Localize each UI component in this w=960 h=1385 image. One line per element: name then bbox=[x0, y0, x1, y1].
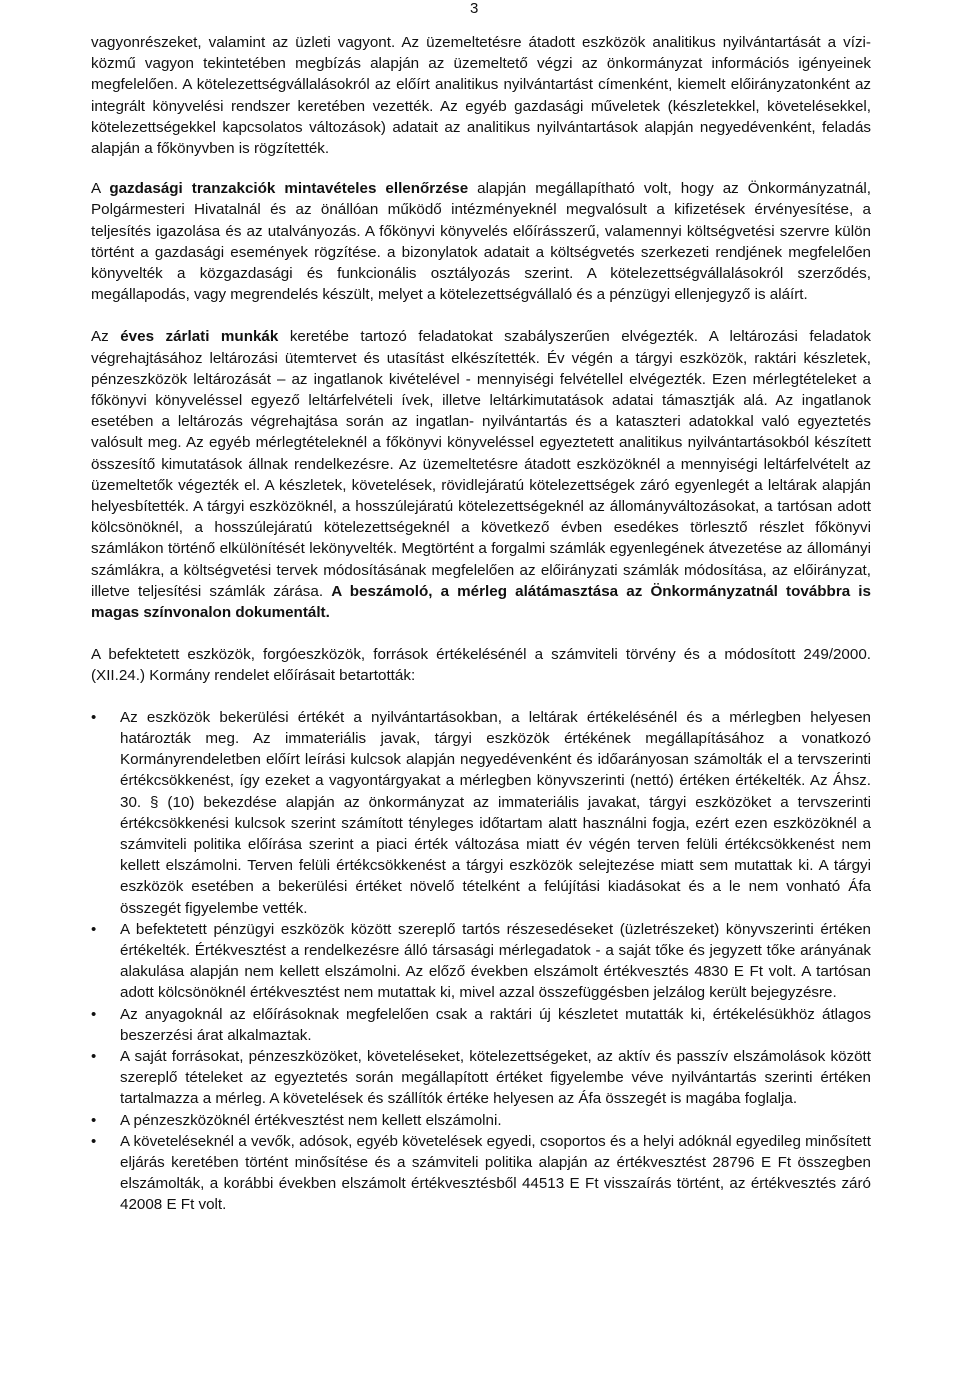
paragraph-valuation-intro: A befektetett eszközök, forgóeszközök, források értékelésénél a számviteli törvény és a módosított 249/2000. (XII.24.) Kormány rendelet előírásait betartották: bbox=[91, 646, 871, 685]
paragraph-analytics: vagyonrészeket, valamint az üzleti vagyont. Az üzemeltetésre átadott eszközök analitikus nyilvántartását a vízi-közmű vagyon tekintetében megbízás alapján az üzemeltető végzi az önkormányzat információs igényeinek megfelelően. A kötelezettségvállalásokról az előírt analitikus nyilvántartást címenként, kiemelt előirányzatonként az integrált könyvelési rendszer keretében vezették. Az egyéb gazdasági műveletek (készletekkel, követelésekkel, kötelezettségekkel kapcsolatos változások) adatait az analitikus nyilvántartások alapján negyedévenként, feladás alapján a főkönyvben is rögzítették. bbox=[91, 34, 871, 158]
list-item-text: Az eszközök bekerülési értékét a nyilvántartásokban, a leltárak értékelésénél és a mérlegben helyesen határozták meg. Az immateriális javak, tárgyi eszközök értékének megállapításához a vonatkozó Kormányrendeletben előírt leírási kulcsok alapján negyedévenként és időarányosan számolták el a tervszerinti értékcsökkenést, így ezeket a vagyontárgyakat a mérlegben könyvszerinti (nettó) értéken értékelték. Az Áhsz. 30. § (10) bekezdése alapján az önkormányzat az immateriális javakat, tárgyi eszközöket a tervszerinti értékcsökkenési kulcsok szerint számított tényleges időtartam alatt használni fogja, ezért ezen eszközöknél a számviteli politika előírása szerint a piaci érték változása miatt év végén terven felüli értékcsökkenést nem kellett elszámolni. Terven felüli értékcsökkenést a tárgyi eszközök selejtezése miatt sem mutattak ki. A tárgyi eszközök esetében a bekerülési értéket növelő tételként a felújítási kiadásokat és a le nem vonható Áfa összegét figyelembe vették. bbox=[120, 708, 871, 917]
paragraph-transaction-control bbox=[91, 178, 871, 305]
bullet-icon: • bbox=[91, 920, 97, 938]
list-item bbox=[91, 1046, 871, 1110]
document-body bbox=[91, 32, 871, 1216]
paragraph-year-end-closing bbox=[91, 326, 871, 623]
bullet-icon: • bbox=[91, 1111, 97, 1129]
p2-lead: A bbox=[91, 180, 110, 198]
list-item-text: Az anyagoknál az előírásoknak megfelelően csak a raktári új készletet mutatták ki, értékelésükhöz átlagos beszerzési árat alkalmaztak. bbox=[120, 1005, 871, 1044]
p3-rest: keretébe tartozó feladatokat szabályszerűen elvégezték. A leltározási feladatok végrehajtásához leltározási ütemtervet és utasítást elkészítették. Év végén a tárgyi eszközök, raktári készletek, pénzeszközök leltározását – az ingatlanok kivételével - mennyiségi felvétellel elvégezték. Ezen mérlegtételeket a főkönyvi könyveléssel egyező leltárfelvételi ívek, illetve leltárkimutatások adatai támasztják alá. Az ingatlanok esetében a leltározás végrehajtása során az ingatlan- nyilvántartás és a kataszteri adatokkal való egyeztetés valósult meg. Az egyéb mérlegtételeknél a főkönyvi könyveléssel egyeztetett analitikus nyilvántartásokból készített összesítő kimutatások állnak rendelkezésre. Az üzemeltetésre átadott eszközöknél a mennyiségi leltárfelvételt az üzemeltetők végezték el. A készletek, követelések, rövidlejáratú kötelezettségek záró egyenlegét a leltárak alapján helyesbítették. A tárgyi eszközöknél, a hosszúlejáratú kötelezettségeknél az állományváltozásokat, a tartósan adott kölcsönöknél, a hosszúlejáratú kötelezettségeknél a következő évben esedékes törlesztő részlet főkönyvi számlákon történő elkülönítését lekönyvelték. Megtörtént a forgalmi számlák egyenlegének átvezetése az állományi számlákra, a költségvetési tervek módosításának megfelelően az előirányzati számlák módosítása, az előirányzat, illetve teljesítési számlák zárása. bbox=[91, 328, 871, 600]
page-number: 3 bbox=[470, 0, 479, 17]
list-item bbox=[91, 707, 871, 919]
bullet-icon: • bbox=[91, 1132, 97, 1150]
bullet-icon: • bbox=[91, 708, 97, 726]
p3-lead: Az bbox=[91, 328, 121, 346]
list-item bbox=[91, 1110, 871, 1131]
p3-closing-bold: A beszámoló, a mérleg alátámasztása az Önkormányzatnál továbbra is magas színvonalon dokumentált. bbox=[91, 582, 871, 622]
list-item bbox=[91, 1131, 871, 1216]
list-item-text: A saját forrásokat, pénzeszközöket, követeléseket, kötelezettségeket, az aktív és passzív elszámolások között szereplő tételeket az egyeztetés során megállapított értéket figyelembe véve nyilvántartás szerinti értéken tartalmazza a mérleg. A követelések és szállítók értéke helyesen az Áfa összegét is magába foglalja. bbox=[120, 1047, 871, 1108]
p3-lead-bold: éves zárlati munkák bbox=[120, 328, 279, 346]
list-item-text: A követeléseknél a vevők, adósok, egyéb követelések egyedi, csoportos és a helyi adóknál egyedileg minősített eljárás keretében történt minősítése és a számviteli politika alapján az értékvesztést 28796 E Ft összegben elszámolták, a korábbi években elszámolt értékvesztésből 44513 E Ft visszaírás történt, az értékvesztés záró 42008 E Ft volt. bbox=[120, 1132, 871, 1214]
list-item bbox=[91, 919, 871, 1004]
p2-lead-bold: gazdasági tranzakciók mintavételes ellenőrzése bbox=[109, 180, 469, 198]
bullet-icon: • bbox=[91, 1005, 97, 1023]
p2-rest: alapján megállapítható volt, hogy az Önkormányzatnál, Polgármesteri Hivatalnál és az önállóan működő intézményeknél megvalósult a kifizetések érvényesítése, a teljesítés igazolása és az utalványozás. A főkönyvi könyvelés előírásszerű, valamennyi költségvetési szervre külön történt a gazdasági események rögzítése. a bizonylatok adatait a költségvetés szerkezeti rendjének megfelelően könyvelték a közgazdasági és funkcionális osztályozás szerint. A kötelezettségvállalásokról szerződés, megállapodás, vagy megrendelés készült, melyet a kötelezettségvállaló és a pénzügyi ellenjegyző is aláírt. bbox=[91, 180, 872, 304]
bullet-icon: • bbox=[91, 1047, 97, 1065]
list-item-text: A befektetett pénzügyi eszközök között szereplő tartós részesedéseket (üzletrészeket) könyvszerinti értéken értékelték. Értékvesztést a rendelkezésre álló társasági mérlegadatok - a saját tőke és jegyzett tőke arányának alakulása alapján nem kellett elszámolni. Az előző években elszámolt értékvesztés 4830 E Ft volt. A tartósan adott kölcsönöknél értékvesztést nem mutattak ki, mivel azzal összefüggésben jelzálog került bejegyzésre. bbox=[120, 920, 871, 1002]
list-item bbox=[91, 1004, 871, 1046]
list-item-text: A pénzeszközöknél értékvesztést nem kellett elszámolni. bbox=[120, 1111, 502, 1129]
valuation-list bbox=[91, 707, 871, 1216]
